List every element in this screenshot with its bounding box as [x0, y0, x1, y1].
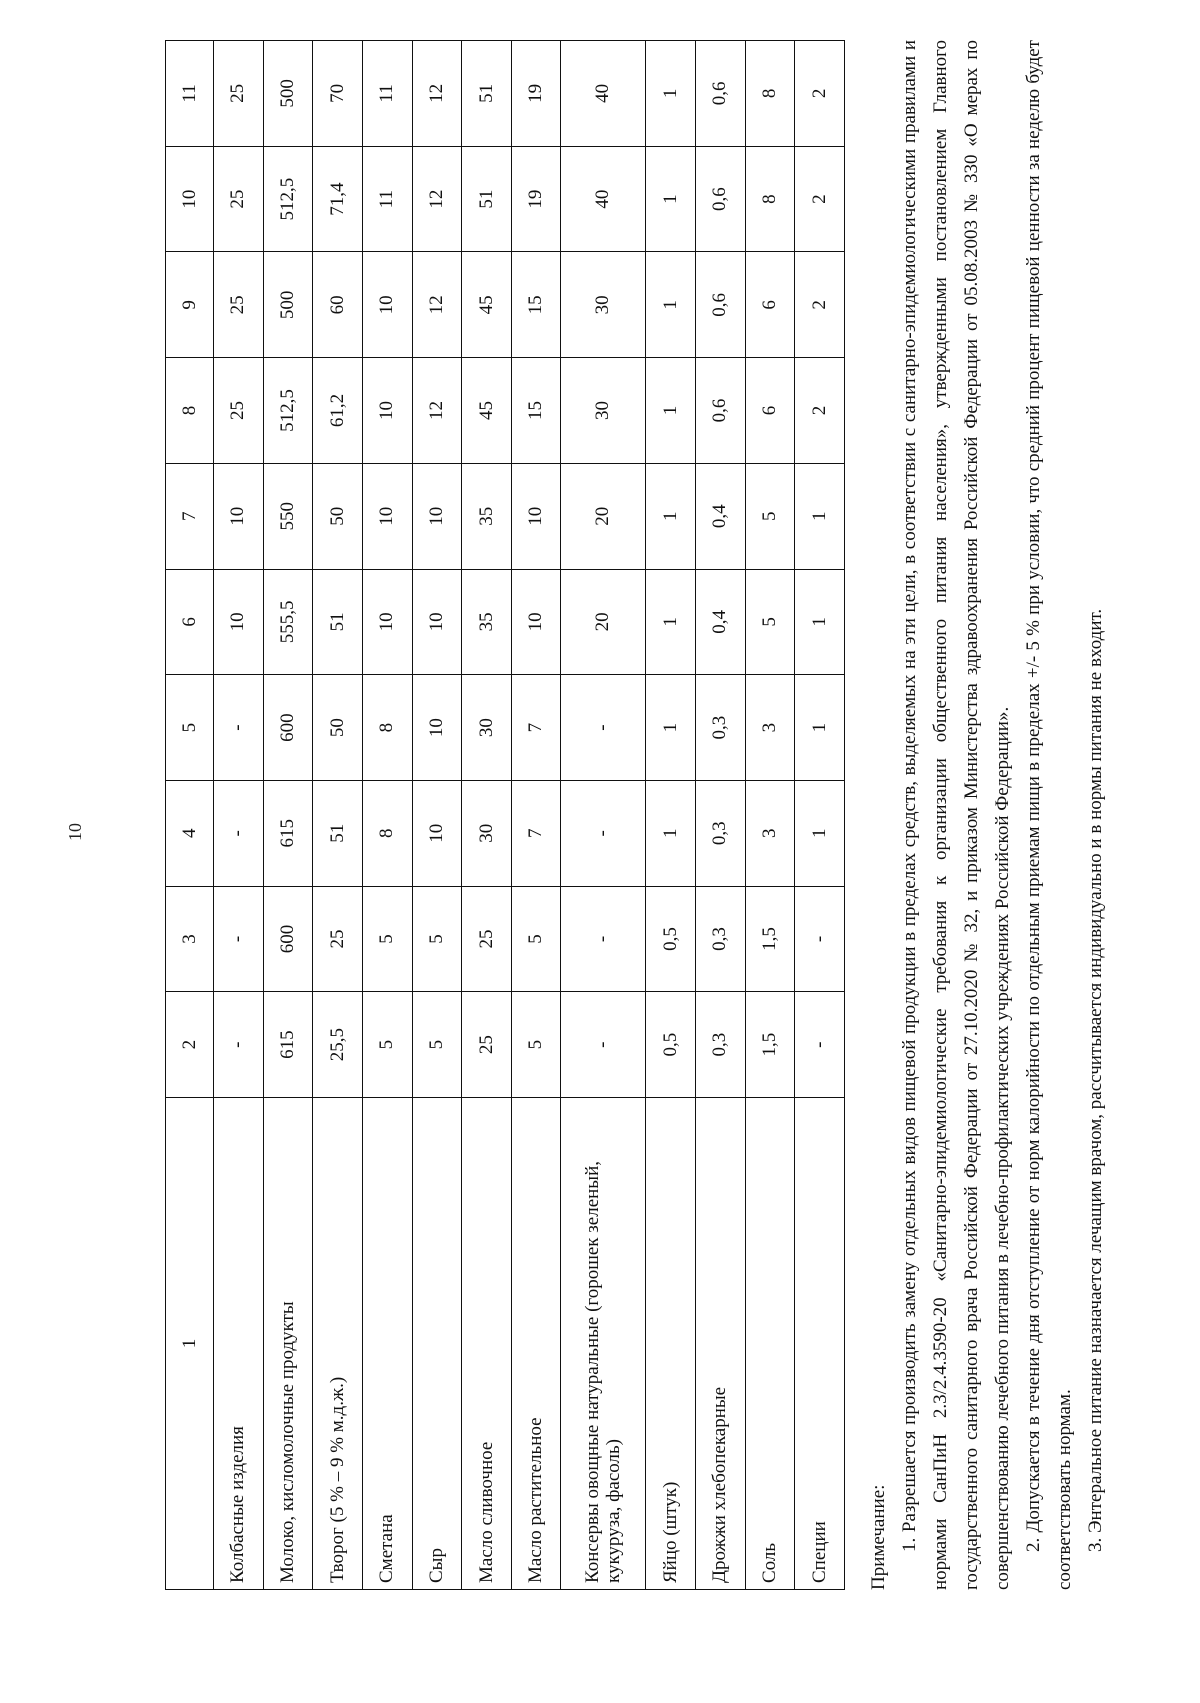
norm-value: 70 — [313, 41, 363, 147]
norm-value: - — [795, 886, 845, 992]
norm-value: 0,4 — [695, 463, 745, 569]
norm-value: 2 — [795, 252, 845, 358]
norm-value: 555,5 — [263, 569, 313, 675]
column-number-10: 10 — [166, 146, 214, 252]
product-name: Колбасные изделия — [214, 1098, 264, 1590]
norm-value: 6 — [745, 358, 795, 464]
norm-value: 10 — [412, 569, 462, 675]
notes-title: Примечание: — [868, 1484, 889, 1590]
norm-value: - — [795, 992, 845, 1098]
norm-value: 25,5 — [313, 992, 363, 1098]
column-number-6: 6 — [166, 569, 214, 675]
norm-value: 10 — [412, 463, 462, 569]
norm-value: 10 — [412, 675, 462, 781]
norm-value: 0,4 — [695, 569, 745, 675]
norm-value: 10 — [214, 569, 264, 675]
norm-value: 71,4 — [313, 146, 363, 252]
norm-value: 12 — [412, 358, 462, 464]
norm-value: 1 — [646, 463, 696, 569]
norm-value: 8 — [745, 146, 795, 252]
note-item-2: 2. Допускается в течение дня отступление от норм калорийности по отдельным приемам пищи в пределах +/- 5 % при условии, что средний процент пищевой ценности за неделю будет соответствовать нормам. — [1023, 40, 1075, 1590]
nutrition-norms-table — [165, 40, 845, 1590]
norm-value: 50 — [313, 463, 363, 569]
product-name: Масло сливочное — [462, 1098, 512, 1590]
norm-value: 10 — [511, 569, 561, 675]
table-row — [646, 41, 696, 1590]
norm-value: 1 — [646, 780, 696, 886]
norm-value: 10 — [362, 252, 412, 358]
norm-value: 615 — [263, 780, 313, 886]
norm-value: 30 — [561, 252, 646, 358]
norm-value: 0,3 — [695, 992, 745, 1098]
norm-value: 5 — [745, 569, 795, 675]
norm-value: 25 — [462, 886, 512, 992]
norm-value: 5 — [511, 992, 561, 1098]
product-name: Соль — [745, 1098, 795, 1590]
norm-value: 10 — [362, 569, 412, 675]
norm-value: 25 — [214, 358, 264, 464]
norm-value: 1 — [795, 569, 845, 675]
column-number-11: 11 — [166, 41, 214, 147]
norm-value: 0,6 — [695, 41, 745, 147]
norm-value: 35 — [462, 569, 512, 675]
norm-value: 3 — [745, 675, 795, 781]
norm-value: 20 — [561, 463, 646, 569]
norm-value: 12 — [412, 146, 462, 252]
table-row — [511, 41, 561, 1590]
norm-value: 8 — [362, 675, 412, 781]
norm-value: - — [561, 780, 646, 886]
norm-value: 51 — [313, 780, 363, 886]
norm-value: 40 — [561, 41, 646, 147]
column-number-4: 4 — [166, 780, 214, 886]
norm-value: 0,5 — [646, 886, 696, 992]
norm-value: 11 — [362, 41, 412, 147]
product-name: Специи — [795, 1098, 845, 1590]
norm-value: 40 — [561, 146, 646, 252]
table-row — [695, 41, 745, 1590]
norm-value: 3 — [745, 780, 795, 886]
norm-value: 1 — [646, 569, 696, 675]
norm-value: 10 — [511, 463, 561, 569]
norm-value: 10 — [214, 463, 264, 569]
product-name: Дрожжи хлебопекарные — [695, 1098, 745, 1590]
norm-value: - — [214, 780, 264, 886]
norm-value: 1 — [646, 41, 696, 147]
norm-value: 51 — [313, 569, 363, 675]
norm-value: 1 — [795, 463, 845, 569]
norm-value: - — [214, 886, 264, 992]
product-name: Сметана — [362, 1098, 412, 1590]
product-name: Сыр — [412, 1098, 462, 1590]
norm-value: 19 — [511, 146, 561, 252]
norm-value: 10 — [362, 463, 412, 569]
norm-value: 5 — [362, 992, 412, 1098]
column-number-8: 8 — [166, 358, 214, 464]
norm-value: 30 — [561, 358, 646, 464]
norm-value: - — [561, 992, 646, 1098]
norm-value: 600 — [263, 675, 313, 781]
norm-value: - — [561, 675, 646, 781]
norm-value: 20 — [561, 569, 646, 675]
table-row — [362, 41, 412, 1590]
norm-value: 6 — [745, 252, 795, 358]
table-row — [214, 41, 264, 1590]
norm-value: 0,3 — [695, 675, 745, 781]
norm-value: 45 — [462, 358, 512, 464]
norm-value: 1,5 — [745, 886, 795, 992]
norm-value: 0,6 — [695, 146, 745, 252]
norm-value: 25 — [313, 886, 363, 992]
norm-value: 10 — [362, 358, 412, 464]
norm-value: 550 — [263, 463, 313, 569]
norm-value: 2 — [795, 358, 845, 464]
product-name: Творог (5 % – 9 % м.д.ж.) — [313, 1098, 363, 1590]
norm-value: 1 — [795, 780, 845, 886]
norm-value: 7 — [511, 780, 561, 886]
rotated-page-content — [165, 40, 1140, 1590]
norm-value: 512,5 — [263, 146, 313, 252]
norm-value: - — [214, 675, 264, 781]
norm-value: 60 — [313, 252, 363, 358]
norm-value: 51 — [462, 41, 512, 147]
norm-value: 5 — [412, 886, 462, 992]
norm-value: 12 — [412, 41, 462, 147]
table-row — [263, 41, 313, 1590]
norm-value: 5 — [511, 886, 561, 992]
table-row — [462, 41, 512, 1590]
norm-value: 0,3 — [695, 886, 745, 992]
norm-value: 30 — [462, 780, 512, 886]
norm-value: 35 — [462, 463, 512, 569]
table-row — [412, 41, 462, 1590]
table-row — [795, 41, 845, 1590]
norm-value: 615 — [263, 992, 313, 1098]
norm-value: 1 — [646, 146, 696, 252]
norm-value: 1 — [646, 252, 696, 358]
norm-value: 5 — [412, 992, 462, 1098]
page-number: 10 — [65, 823, 85, 841]
norm-value: 512,5 — [263, 358, 313, 464]
norm-value: 5 — [362, 886, 412, 992]
norm-value: 0,6 — [695, 358, 745, 464]
table-row — [561, 41, 646, 1590]
norm-value: 5 — [745, 463, 795, 569]
norm-value: 1 — [646, 675, 696, 781]
norm-value: 15 — [511, 358, 561, 464]
product-name: Масло растительное — [511, 1098, 561, 1590]
norm-value: 1 — [795, 675, 845, 781]
note-item-3: 3. Энтеральное питание назначается лечащим врачом, рассчитывается индивидуально и в нормы питания не входит. — [1085, 608, 1106, 1552]
norm-value: 25 — [462, 992, 512, 1098]
column-number-7: 7 — [166, 463, 214, 569]
norm-value: 50 — [313, 675, 363, 781]
norm-value: 11 — [362, 146, 412, 252]
column-number-2: 2 — [166, 992, 214, 1098]
table-row — [313, 41, 363, 1590]
norm-value: 2 — [795, 41, 845, 147]
norm-value: 19 — [511, 41, 561, 147]
norm-value: 7 — [511, 675, 561, 781]
column-number-9: 9 — [166, 252, 214, 358]
norm-value: 0,5 — [646, 992, 696, 1098]
norm-value: 1,5 — [745, 992, 795, 1098]
table-header-row — [166, 41, 214, 1590]
norm-value: 51 — [462, 146, 512, 252]
norm-value: 12 — [412, 252, 462, 358]
norm-value: 25 — [214, 41, 264, 147]
product-name: Молоко, кисломолочные продукты — [263, 1098, 313, 1590]
norm-value: 30 — [462, 675, 512, 781]
notes-section — [863, 40, 1111, 1590]
norm-value: 25 — [214, 146, 264, 252]
norm-value: 8 — [362, 780, 412, 886]
norm-value: 500 — [263, 252, 313, 358]
column-number-5: 5 — [166, 675, 214, 781]
norm-value: 2 — [795, 146, 845, 252]
column-number-3: 3 — [166, 886, 214, 992]
norm-value: 1 — [646, 358, 696, 464]
norm-value: 8 — [745, 41, 795, 147]
product-name: Консервы овощные натуральные (горошек зеленый, кукуруза, фасоль) — [561, 1098, 646, 1590]
norm-value: 500 — [263, 41, 313, 147]
norm-value: - — [214, 992, 264, 1098]
norm-value: 15 — [511, 252, 561, 358]
norm-value: 600 — [263, 886, 313, 992]
column-number-1: 1 — [166, 1098, 214, 1590]
table-row — [745, 41, 795, 1590]
product-name: Яйцо (штук) — [646, 1098, 696, 1590]
norm-value: 10 — [412, 780, 462, 886]
norm-value: 61,2 — [313, 358, 363, 464]
norm-value: - — [561, 886, 646, 992]
norm-value: 0,6 — [695, 252, 745, 358]
norm-value: 0,3 — [695, 780, 745, 886]
norm-value: 25 — [214, 252, 264, 358]
norm-value: 45 — [462, 252, 512, 358]
note-item-1: 1. Разрешается производить замену отдельных видов пищевой продукции в пределах средств, выделяемых на эти цели, в соответствии с санитарно-эпидемиологическими правилами и нормами СанПиН 2.3/2.4.3590-20 «Санитарно-эпидемиологические требования к организации общественного питания населения», утвержденными постановлением Главного государственного санитарного врача Российской Федерации от 27.10.2020 № 32, и приказом Министерства здравоохранения Российской Федерации от 05.08.2003 № 330 «О мерах по совершенствованию лечебного питания в лечебно-профилактических учреждениях Российской Федерации». — [899, 40, 1013, 1590]
